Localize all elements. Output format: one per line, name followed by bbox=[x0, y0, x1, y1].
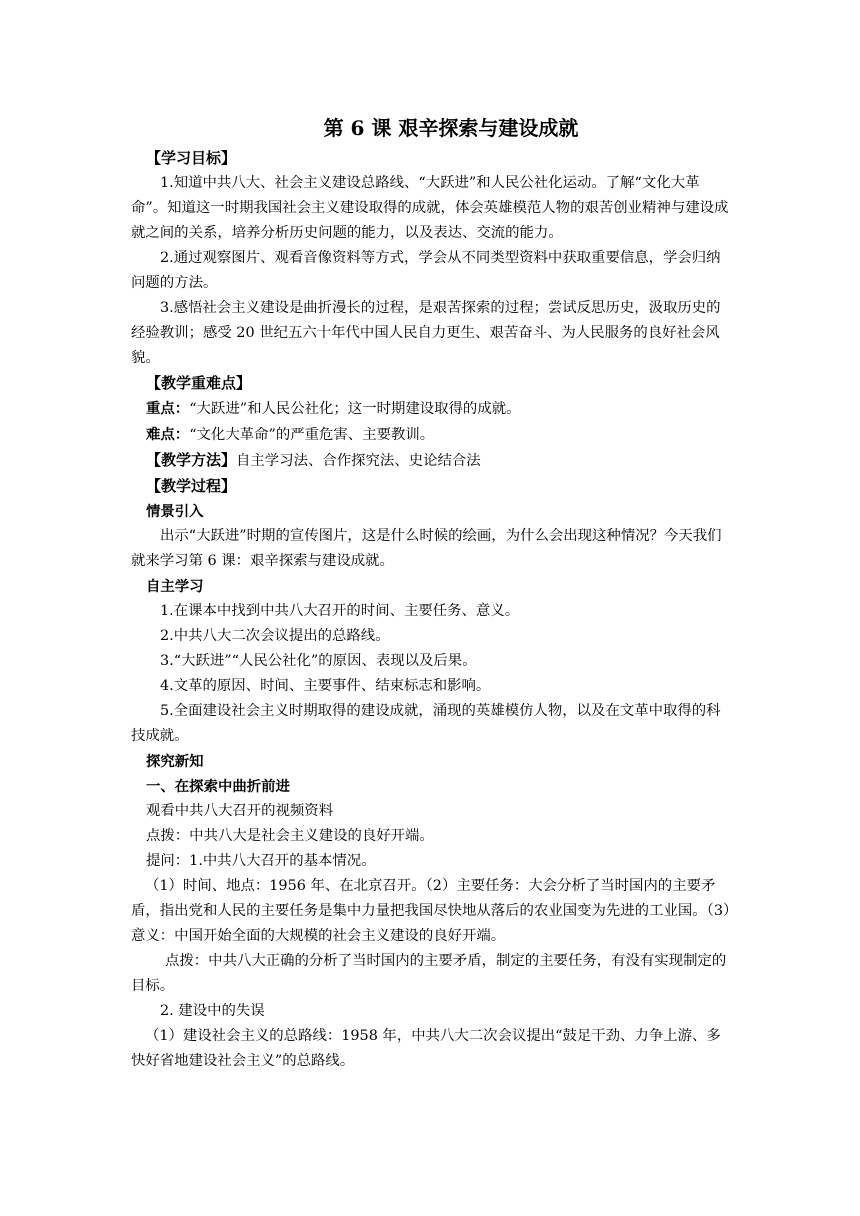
focus-text: “大跃进”和人民公社化；这一时期建设取得的成就。 bbox=[189, 401, 521, 417]
difficulty-text: “文化大革命”的严重危害、主要教训。 bbox=[189, 427, 435, 443]
video-line: 观看中共八大召开的视频资料 bbox=[146, 803, 334, 819]
point-heading: 2. 建设中的失误 bbox=[160, 1003, 265, 1019]
explore-heading: 探究新知 bbox=[146, 753, 204, 770]
focus-label: 重点： bbox=[146, 400, 190, 417]
answer-paragraph: （1）时间、地点：1956 年、在北京召开。（2）主要任务：大会分析了当时国内的主要矛盾，指出党和人民的主要任务是集中力量把我国尽快地从落后的农业国变为先进的工业国。（3）意义：中国开始全面的大规模的社会主义建设的良好开端。 bbox=[131, 878, 731, 944]
part1-heading: 一、在探索中曲折前进 bbox=[146, 778, 290, 795]
section-heading-process: 【教学过程】 bbox=[146, 477, 237, 495]
difficulty-line bbox=[131, 422, 731, 448]
section-heading-method: 【教学方法】 bbox=[146, 451, 237, 469]
hint-paragraph: 点拨：中共八大正确的分析了当时国内的主要矛盾，制定的主要任务，有没有实现制定的目标。 bbox=[131, 953, 727, 994]
hint-line: 点拨：中共八大是社会主义建设的良好开端。 bbox=[146, 828, 434, 844]
goal-item: 2.通过观察图片、观看音像资料等方式，学会从不同类型资料中获取重要信息，学会归纳问题的方法。 bbox=[131, 250, 721, 291]
method-line bbox=[131, 448, 731, 474]
section-heading-key-points: 【教学重难点】 bbox=[146, 374, 252, 392]
page-title: 第 6 课 艰辛探索与建设成就 bbox=[323, 116, 579, 140]
self-study-item: 5.全面建设社会主义时期取得的建设成就，涌现的英雄模仿人物，以及在文革中取得的科技成就。 bbox=[131, 703, 721, 744]
self-study-item: 1.在课本中找到中共八大召开的时间、主要任务、意义。 bbox=[160, 603, 520, 619]
goal-item: 1.知道中共八大、社会主义建设总路线、“大跃进”和人民公社化运动。了解“文化大革命”。知道这一时期我国社会主义建设取得的成就，体会英雄模范人物的艰苦创业精神与建设成就之间的关系，培养分析历史问题的能力，以及表达、交流的能力。 bbox=[131, 175, 729, 241]
focus-line bbox=[131, 396, 731, 422]
difficulty-label: 难点： bbox=[146, 426, 190, 443]
point-paragraph: （1）建设社会主义的总路线：1958 年，中共八大二次会议提出“鼓足干劲、力争上游、多快好省地建设社会主义”的总路线。 bbox=[131, 1028, 721, 1069]
intro-heading: 情景引入 bbox=[146, 503, 204, 520]
section-heading-goals: 【学习目标】 bbox=[146, 149, 237, 167]
goal-item: 3.感悟社会主义建设是曲折漫长的过程，是艰苦探索的过程；尝试反思历史，汲取历史的经验教训；感受 20 世纪五六十年代中国人民自力更生、艰苦奋斗、为人民服务的良好社会风貌。 bbox=[131, 300, 721, 366]
method-text: 自主学习法、合作探究法、史论结合法 bbox=[236, 453, 481, 469]
intro-text: 出示“大跃进”时期的宣传图片，这是什么时候的绘画，为什么会出现这种情况？今天我们就来学习第 6 课：艰辛探索与建设成就。 bbox=[131, 528, 722, 569]
document-body bbox=[131, 112, 731, 1074]
self-study-heading: 自主学习 bbox=[146, 578, 204, 595]
question-line: 提问：1.中共八大召开的基本情况。 bbox=[146, 853, 376, 869]
self-study-item: 2.中共八大二次会议提出的总路线。 bbox=[160, 628, 390, 644]
self-study-item: 4.文革的原因、时间、主要事件、结束标志和影响。 bbox=[160, 678, 491, 694]
self-study-item: 3.“大跃进”“人民公社化”的原因、表现以及后果。 bbox=[160, 653, 477, 669]
